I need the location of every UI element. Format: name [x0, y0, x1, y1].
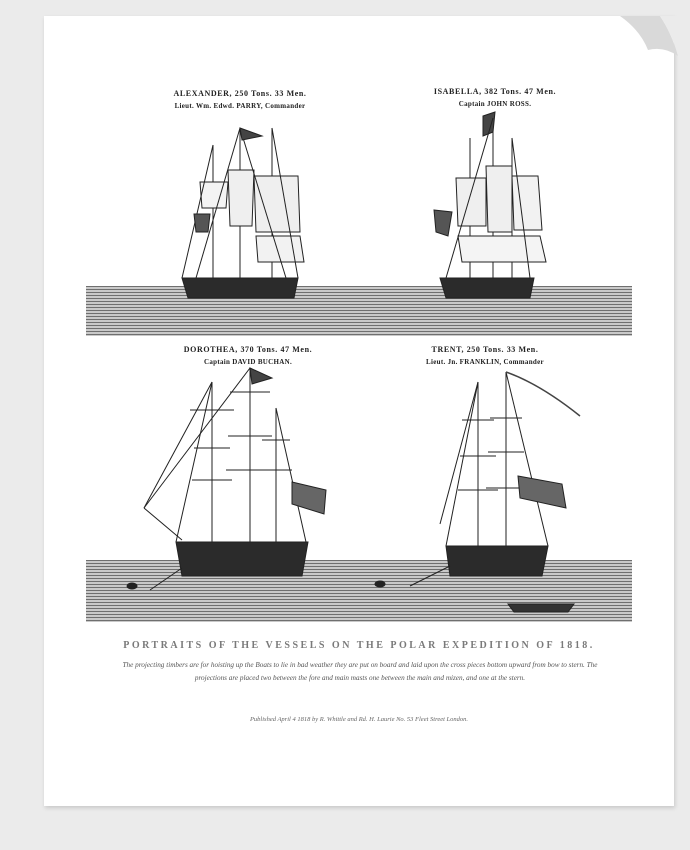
ship-officer: Captain JOHN ROSS.	[458, 100, 532, 108]
ship-officer: Lieut. Wm. Edwd. PARRY, Commander	[174, 102, 306, 110]
ship-tonnage: 250 Tons. 33 Men.	[466, 345, 539, 354]
ship-officer: Captain DAVID BUCHAN.	[203, 358, 293, 366]
ship-tonnage: 250 Tons. 33 Men.	[234, 89, 307, 98]
caption-isabella: ISABELLA, 382 Tons. 47 Men. Captain JOHN ROSS.	[395, 86, 595, 110]
caption-dorothea: DOROTHEA, 370 Tons. 47 Men. Captain DAVID BUCHAN.	[138, 344, 358, 368]
ship-isabella	[434, 112, 546, 298]
caption-alexander: ALEXANDER, 250 Tons. 33 Men. Lieut. Wm. Edwd. PARRY, Commander	[140, 88, 340, 112]
ship-name: ISABELLA	[433, 87, 480, 96]
caption-trent: TRENT, 250 Tons. 33 Men. Lieut. Jn. FRANKLIN, Commander	[375, 344, 595, 368]
publisher-line: Published April 4 1818 by R. Whittle and Rd. H. Laurie No. 53 Fleet Street London.	[249, 716, 469, 723]
ship-tonnage: 382 Tons. 47 Men.	[484, 87, 557, 96]
ship-tonnage: 370 Tons. 47 Men.	[240, 345, 313, 354]
ship-dorothea	[127, 368, 326, 590]
plate-title: PORTRAITS OF THE VESSELS ON THE POLAR EXPEDITION OF 1818.	[123, 640, 595, 651]
ship-name: DOROTHEA	[183, 345, 236, 354]
ship-name: TRENT	[431, 345, 462, 354]
ship-officer: Lieut. Jn. FRANKLIN, Commander	[426, 358, 544, 366]
plate-description: The projecting timbers are for hoisting up the Boats to lie in bad weather they are put on board and laid upon the cross pieces bottom upward from bow to stern. The projections are placed two between the fore and main masts one between the main and mizen, and one at the stern.	[122, 661, 598, 682]
ship-alexander	[182, 128, 304, 298]
ship-name: ALEXANDER	[173, 89, 230, 98]
ship-trent	[375, 372, 580, 612]
